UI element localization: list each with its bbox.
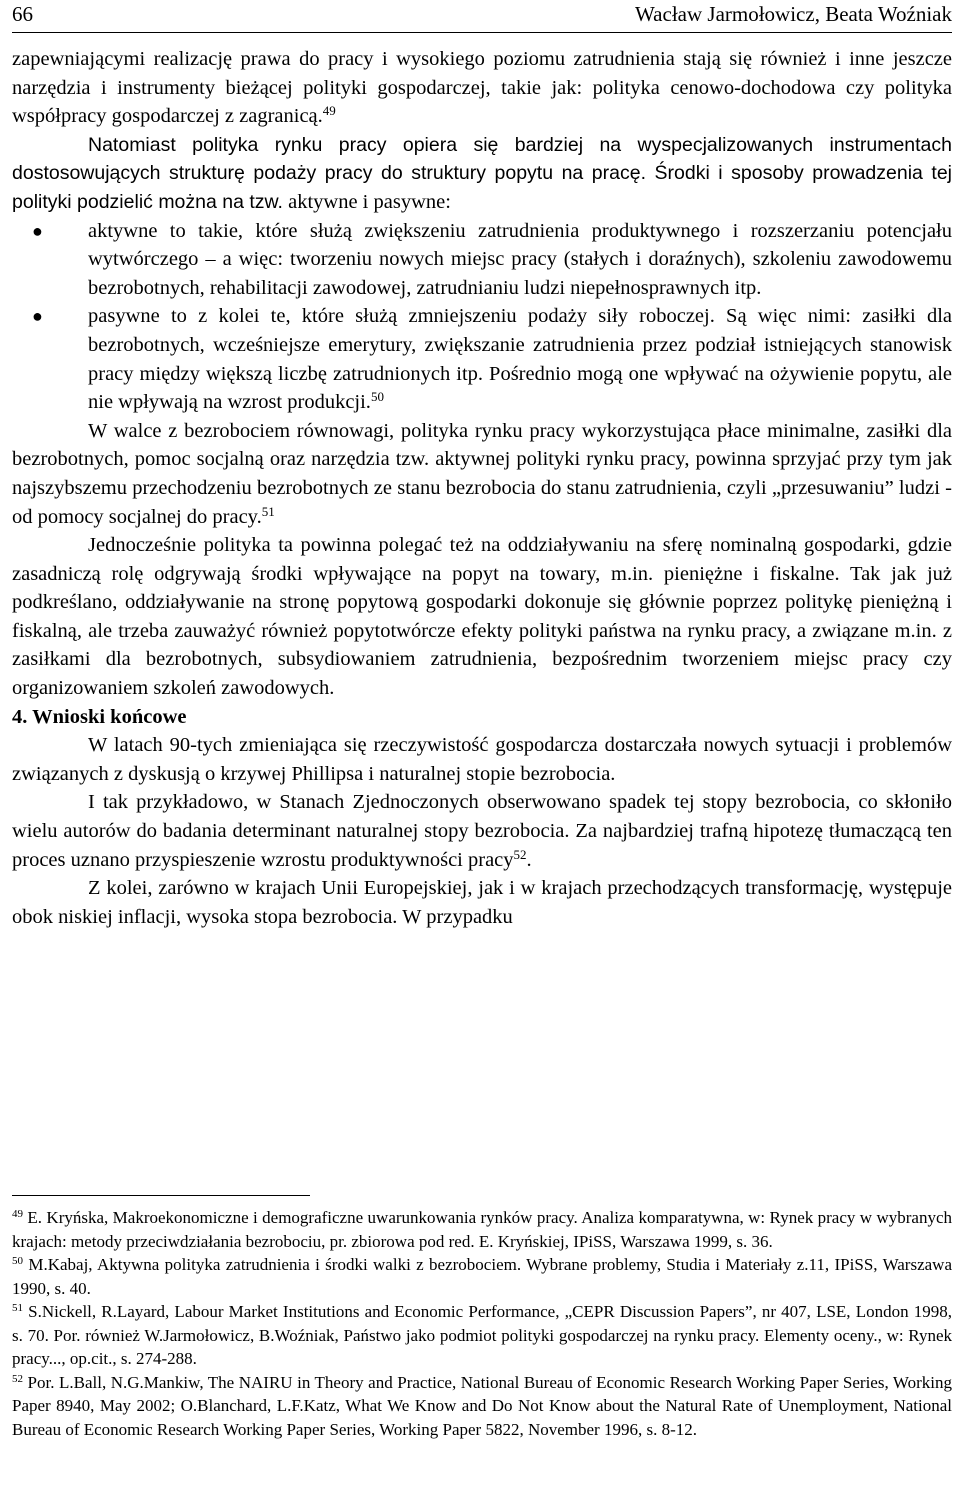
list-item-passive-text: pasywne to z kolei te, które służą zmniejszeniu podaży siły roboczej. Są więc nimi: zasiłki dla bezrobotnych, wcześniejsze emerytury, zwiększanie zatrudnienia przez podział istniejących stanowisk pracy między większą liczbę zatrudnionych itp. Pośrednio mogą one wpływać na ożywienie popytu, ale nie wpływają na wzrost produkcji. <box>88 305 952 414</box>
footnote-text: Por. L.Ball, N.G.Mankiw, The NAIRU in Theory and Practice, National Bureau of Economic Research Working Paper Series, Working Paper 8940, May 2002; O.Blanchard, L.F.Katz, What We Know and Do Not Know about the Natural Rate of Unemployment, National Bureau of Economic Research Working Paper Series, Working Paper 5822, November 1996, s. 8-12. <box>12 1372 952 1439</box>
footnote-number: 49 <box>12 1208 23 1220</box>
paragraph-4-text: Jednocześnie polityka ta powinna polegać też na oddziaływaniu na sferę nominalną gospodarki, gdzie zasadniczą rolę odgrywają środki wpływające na popyt na towary, m.in. pieniężne i fiskalne. Tak jak już podkreślano, oddziaływanie na stronę popytową gospodarki dokonuje się głównie poprzez politykę pieniężną i fiskalną, ale trzeba zauważyć również popytotwórcze efekty polityki państwa na rynku pracy, a związane m.in. z zasiłkami dla bezrobotnych, subsydiowaniem zatrudnienia, bezpośrednim tworzeniem miejsc pracy czy organizowaniem szkoleń zawodowych. <box>12 534 952 700</box>
paragraph-2-sans-text: Natomiast polityka rynku pracy opiera się bardziej na wyspecjalizowanych instrumentach dostosowujących strukturę podaży pracy do struktury popytu na pracę. Środki i sposoby prowadzenia tej polityki podzielić można na tzw. <box>12 133 952 213</box>
footnote-text: E. Kryńska, Makroekonomiczne i demograficzne uwarunkowania rynków pracy. Analiza komparatywna, w: Rynek pracy w wybranych krajach: metody przeciwdziałania bezrobociu, pr. zbiorowa pod red. E. Kryńskiej, IPiSS, Warszawa 1999, s. 36. <box>12 1208 952 1251</box>
paragraph-7 <box>12 874 952 931</box>
running-head: Wacław Jarmołowicz, Beata Woźniak <box>635 2 952 26</box>
footnote-number: 52 <box>12 1372 23 1385</box>
footnote-51 <box>12 1300 952 1371</box>
paragraph-3-text: W walce z bezrobociem równowagi, polityka rynku pracy wykorzystująca płace minimalne, zasiłki dla bezrobotnych, pomoc socjalną oraz narzędzia tzw. aktywnej polityki rynku pracy, powinna sprzyjać przy tym jak najszybszemu przechodzeniu bezrobotnych ze stanu bezrobocia do stanu zatrudnienia, czyli „przesuwaniu” ludzi - od pomocy socjalnej do pracy. <box>12 419 952 528</box>
list-item-active <box>32 217 952 303</box>
paragraph-6-end: . <box>526 848 532 871</box>
bullet-icon: ● <box>32 306 43 327</box>
footnote-50 <box>12 1253 952 1300</box>
paragraph-7-text: Z kolei, zarówno w krajach Unii Europejskiej, jak i w krajach przechodzących transformację, występuje obok niskiej inflacji, wysoka stopa bezrobocia. W przypadku <box>12 877 952 928</box>
footnote-ref-50: 50 <box>370 389 384 405</box>
page-number: 66 <box>12 2 33 26</box>
footnote-52 <box>12 1371 952 1442</box>
footnote-text: S.Nickell, R.Layard, Labour Market Institutions and Economic Performance, „CEPR Discussion Papers”, nr 407, LSE, London 1998, s. 70. Por. również W.Jarmołowicz, B.Woźniak, Państwo jako podmiot polityki gospodarczej na rynku pracy. Elementy oceny., w: Rynek pracy..., op.cit., s. 274-288. <box>12 1302 952 1368</box>
paragraph-5 <box>12 731 952 788</box>
paragraph-4 <box>12 531 952 703</box>
list-item-active-text: aktywne to takie, które służą zwiększeniu zatrudnienia produktywnego i rozszerzaniu potencjału wytwórczego – a więc: tworzeniu nowych miejsc pracy (stałych i doraźnych), szkoleniu zawodowemu bezrobotnych, rehabilitacji zawodowej, zatrudnianiu ludzi niepełnosprawnych itp. <box>88 219 952 299</box>
instrument-list <box>12 217 952 417</box>
paragraph-6 <box>12 788 952 874</box>
paragraph-2-serif-text: aktywne i pasywne: <box>282 190 451 213</box>
footnote-49 <box>12 1206 952 1253</box>
paragraph-2 <box>12 131 952 217</box>
paragraph-1 <box>12 45 952 131</box>
footnote-text: M.Kabaj, Aktywna polityka zatrudnienia i środki walki z bezrobociem. Wybrane problemy, Studia i Materiały z.11, IPiSS, Warszawa 1990, s. 40. <box>12 1255 952 1298</box>
footnote-ref-49: 49 <box>322 103 336 119</box>
footnote-separator <box>12 1195 310 1196</box>
paragraph-1-text: zapewniającymi realizację prawa do pracy i wysokiego poziomu zatrudnienia stają się również i inne jeszcze narzędzia i instrumenty bieżącej polityki gospodarczej, takie jak: polityka cenowo-dochodowa czy polityka współpracy gospodarczej z zagranicą. <box>12 48 952 128</box>
footnote-ref-52: 52 <box>513 846 527 862</box>
list-item-passive <box>32 302 952 416</box>
footnote-ref-51: 51 <box>261 503 275 519</box>
footnote-number: 51 <box>12 1302 23 1314</box>
paragraph-6-text: I tak przykładowo, w Stanach Zjednoczonych obserwowano spadek tej stopy bezrobocia, co skłoniło wielu autorów do badania determinant naturalnej stopy bezrobocia. Za najbardziej trafną hipotezę tłumaczącą ten proces uznano przyspieszenie wzrostu produktywności pracy <box>12 791 952 871</box>
footnote-number: 50 <box>12 1255 23 1267</box>
footnotes <box>12 1206 952 1441</box>
paragraph-5-text: W latach 90-tych zmieniająca się rzeczywistość gospodarcza dostarczała nowych sytuacji i problemów związanych z dyskusją o krzywej Phillipsa i naturalnej stopie bezrobocia. <box>12 734 952 785</box>
section-heading: 4. Wnioski końcowe <box>12 705 187 728</box>
page-header <box>12 2 952 33</box>
bullet-icon: ● <box>32 220 43 241</box>
paragraph-3 <box>12 417 952 531</box>
body-text <box>12 45 952 931</box>
